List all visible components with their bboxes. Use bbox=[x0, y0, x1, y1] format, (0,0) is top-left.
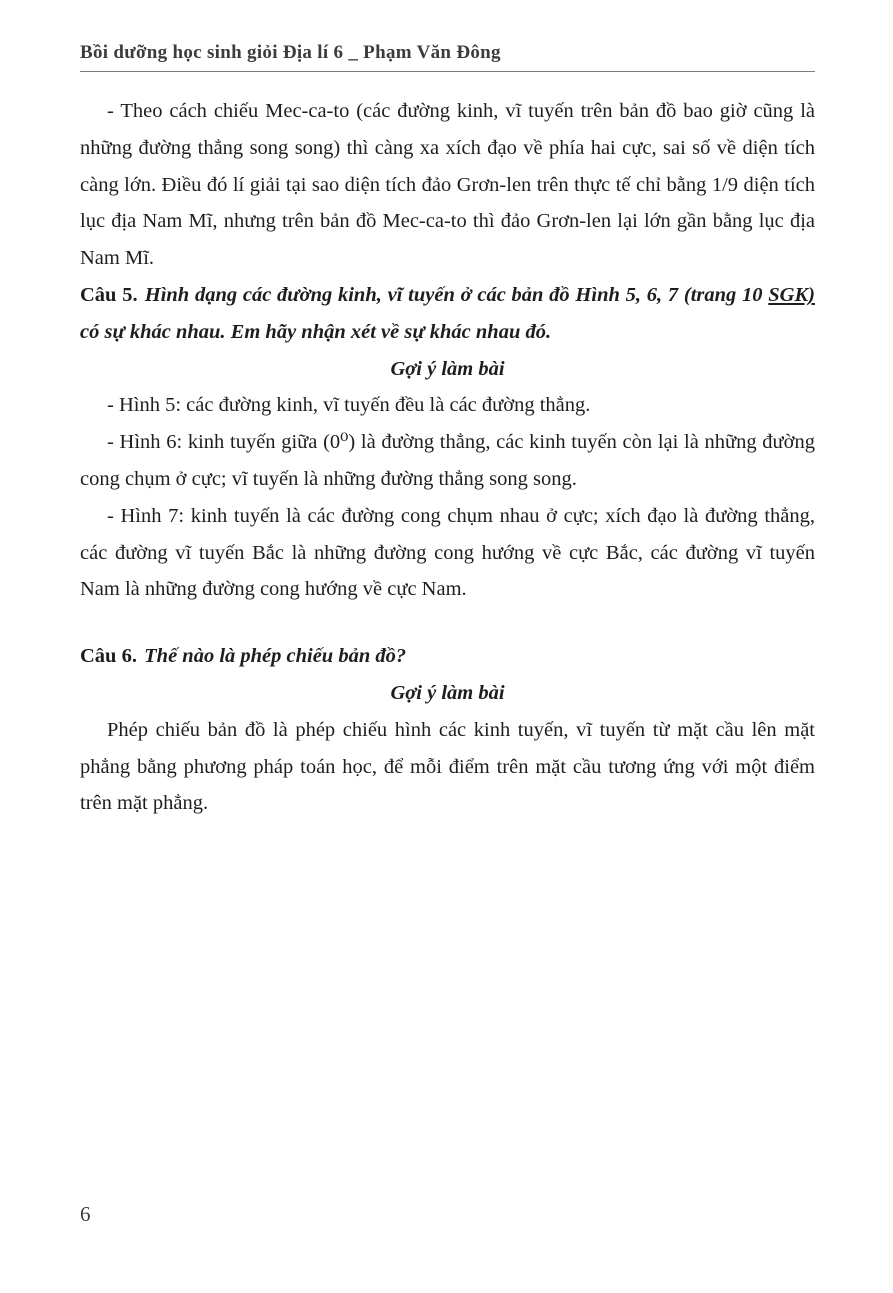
paragraph-mercator: - Theo cách chiếu Mec-ca-to (các đường kinh, vĩ tuyến trên bản đồ bao giờ cũng là những đường thẳng song song) thì càng xa xích đạo về phía hai cực, sai số về diện tích càng lớn. Điều đó lí giải tại sao diện tích đảo Grơn-len trên thực tế chỉ bằng 1/9 diện tích lục địa Nam Mĩ, nhưng trên bản đồ Mec-ca-to thì đảo Grơn-len lại lớn gần bằng lục địa Nam Mĩ. bbox=[80, 100, 815, 270]
guide-heading-2: Gợi ý làm bài bbox=[390, 681, 505, 704]
question-6-label: Câu 6. bbox=[80, 645, 137, 668]
question-5-label: Câu 5. bbox=[80, 283, 138, 306]
guide-heading-1: Gợi ý làm bài bbox=[390, 357, 505, 380]
page-header bbox=[80, 42, 815, 72]
page-number: 6 bbox=[80, 1202, 91, 1226]
question-6-text: Thế nào là phép chiếu bản đồ? bbox=[144, 645, 407, 668]
header-title: Bồi dưỡng học sinh giỏi Địa lí 6 _ Phạm Văn Đông bbox=[80, 42, 501, 63]
question-5-text-part-a: Hình dạng các đường kinh, vĩ tuyến ở các bản đồ Hình 5, 6, 7 (trang 10 bbox=[144, 283, 769, 306]
question-5-text-part-b: có sự khác nhau. Em hãy nhận xét về sự khác nhau đó. bbox=[80, 320, 552, 343]
answer-item-hinh5: - Hình 5: các đường kinh, vĩ tuyến đều là các đường thẳng. bbox=[107, 394, 591, 417]
answer-item-hinh6: - Hình 6: kinh tuyến giữa (0⁰) là đường thẳng, các kinh tuyến còn lại là những đường cong chụm ở cực; vĩ tuyến là những đường thẳng song song. bbox=[80, 431, 815, 490]
page-body bbox=[80, 93, 815, 822]
question-6 bbox=[80, 638, 815, 675]
question-5-text-sgk: SGK) bbox=[768, 283, 815, 306]
paragraph-phep-chieu: Phép chiếu bản đồ là phép chiếu hình các kinh tuyến, vĩ tuyến từ mặt cầu lên mặt phẳng bằng phương pháp toán học, để mỗi điểm trên mặt cầu tương ứng với một điểm trên mặt phẳng. bbox=[80, 718, 815, 815]
header-rule bbox=[80, 71, 815, 72]
answer-item-hinh7: - Hình 7: kinh tuyến là các đường cong chụm nhau ở cực; xích đạo là đường thẳng, các đường vĩ tuyến Bắc là những đường cong hướng về cực Bắc, các đường vĩ tuyến Nam là những đường cong hướng về cực Nam. bbox=[80, 504, 815, 601]
question-5 bbox=[80, 277, 815, 351]
